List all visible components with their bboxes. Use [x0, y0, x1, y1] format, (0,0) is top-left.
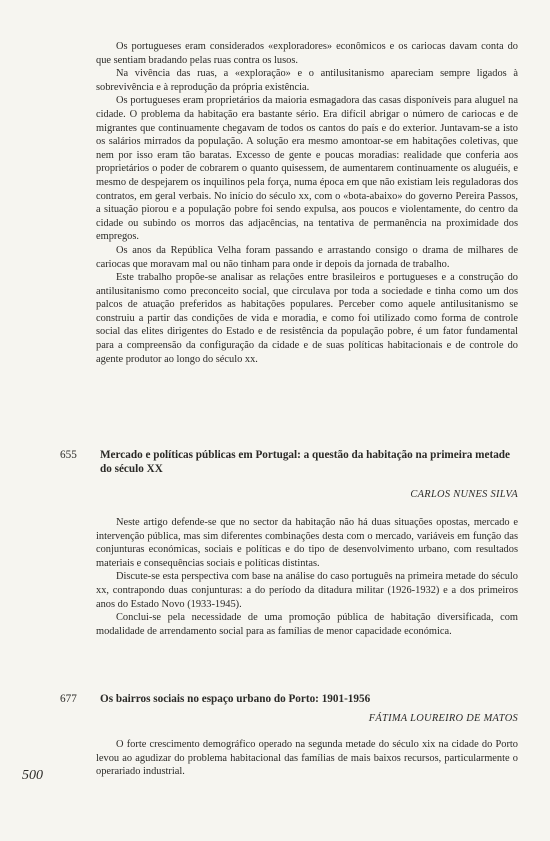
intro-paragraph-5: Este trabalho propõe-se analisar as relações entre brasileiros e portugueses e a construção do antilusitanismo como preconceito social, que circulava por toda a sociedade e tinha como um dos palcos de atuação preferidos as habitações populares. Perceber como aquele antilusitanismo se construiu a partir das condições de vida e moradia, e como foi utilizado como forma de controle social das elites dirigentes do Estado e de resistência da população pobre, é um fator fundamental para a compreensão da configuração da cidade e de suas políticas habitacionais e de controle do agente produtor ao longo do século xx.: [96, 272, 518, 365]
entry-author: CARLOS NUNES SILVA: [410, 489, 518, 500]
intro-paragraph-4: Os anos da República Velha foram passando e arrastando consigo o drama de milhares de cariocas que moravam mal ou não tinham para onde ir depois da jornada de trabalho.: [96, 244, 518, 270]
intro-paragraph-2: Na vivência das ruas, a «exploração» e o antilusitanismo apareciam sempre ligados à sobrevivência e à reprodução da própria existência.: [96, 68, 518, 93]
abstract-paragraph-1: O forte crescimento demográfico operado na segunda metade do século xix na cidade do Porto levou ao agudizar do problema habitacional das famílias de mais baixos recursos, particularmente o operariado industrial.: [96, 739, 518, 778]
intro-paragraph-3: Os portugueses eram proprietários da maioria esmagadora das casas disponíveis para aluguel na cidade. O problema da habitação era bastante sério. Era difícil abrigar o número de cariocas e de migrantes que continuamente chegavam de todos os cantos do país e do exterior. Juntavam-se a isto os salários mirrados da população. A solução era mesmo amontoar-se em habitações coletivas, que nem por isso eram tão baratas. Excesso de gente e poucas moradias: realidade que conferia aos proprietários o poder de cobrarem o quanto quisessem, de aumentarem continuamente os aluguéis, e mesmo de despejarem os inquilinos pela força, numa época em que não existiam leis reguladoras dos contratos, em geral verbais. No início do século xx, com o «bota-abaixo» do governo Pereira Passos, a situação piorou e a população pobre foi sendo expulsa, aos poucos e violentamente, do centro da cidade ou subindo os morros das adjacências, na tentativa de permanência na proximidade dos empregos.: [96, 95, 518, 243]
entry-number: 655: [60, 449, 77, 461]
abstract-paragraph-3: Conclui-se pela necessidade de uma promoção pública de habitação diversificada, com modalidade de arrendamento social para as famílias de menor capacidade económica.: [96, 612, 518, 637]
entry-number: 677: [60, 693, 77, 705]
intro-text: [96, 40, 518, 366]
entry-heading-655: [60, 448, 518, 476]
abstract-paragraph-1: Neste artigo defende-se que no sector da habitação não há duas situações opostas, mercado e intervenção pública, mas sim diferentes combinações desta com o mercado, variáveis em função das conjunturas económicas, sociais e políticas e do tipo de desenvolvimento urbano, com resultados materiais e consequências sociais e políticas distintas.: [96, 517, 518, 569]
page-number: 500: [22, 768, 43, 783]
entry-abstract-655: [96, 516, 518, 638]
entry-heading-677: [60, 692, 518, 706]
entry-title: Mercado e políticas públicas em Portugal: a questão da habitação na primeira metade do século XX: [100, 449, 510, 475]
entry-author: FÁTIMA LOUREIRO DE MATOS: [368, 713, 518, 724]
intro-paragraph-1: Os portugueses eram considerados «exploradores» econômicos e os cariocas davam conta do que sentiam bradando pelas ruas contra os lusos.: [96, 41, 518, 66]
abstract-paragraph-2: Discute-se esta perspectiva com base na análise do caso português na primeira metade do século xx, contrapondo duas conjunturas: a do período da ditadura militar (1926-1932) e a dos primeiros anos do Estado Novo (1933-1945).: [96, 571, 518, 610]
entry-title: Os bairros sociais no espaço urbano do Porto: 1901-1956: [100, 693, 371, 705]
entry-abstract-677: [96, 738, 518, 779]
